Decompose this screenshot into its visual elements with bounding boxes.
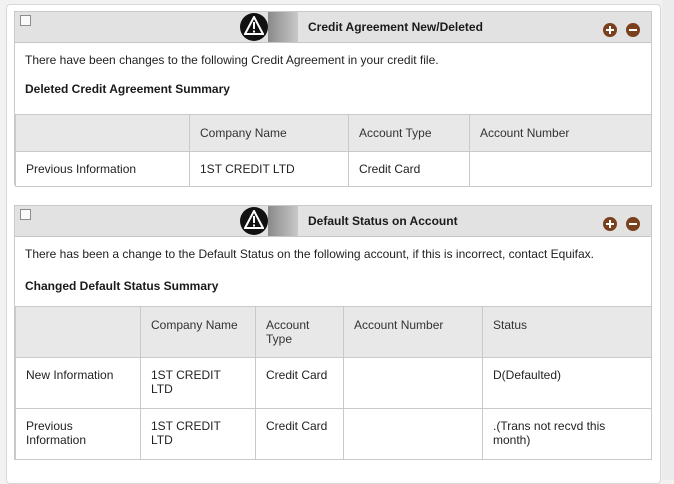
row-label: New Information	[16, 358, 141, 409]
intro-text: There has been a change to the Default Status on the following account, if this is incorrect, contact Equifax.	[25, 247, 594, 261]
column-header: Status	[483, 307, 652, 358]
status-cell: D(Defaulted)	[483, 358, 652, 409]
panel-title: Credit Agreement New/Deleted	[308, 20, 483, 34]
header-gradient-block	[268, 12, 298, 42]
column-header: Account Number	[344, 307, 483, 358]
company-name-cell: 1ST CREDIT LTD	[141, 409, 256, 460]
table-header-row	[16, 307, 652, 358]
minus-icon[interactable]	[626, 23, 640, 37]
credit-agreement-panel	[14, 11, 652, 185]
plus-icon[interactable]	[603, 23, 617, 37]
account-number-cell	[344, 358, 483, 409]
plus-icon[interactable]	[603, 217, 617, 231]
account-type-cell: Credit Card	[256, 358, 344, 409]
table-header-row	[16, 115, 652, 152]
select-checkbox[interactable]	[20, 209, 31, 220]
panel-title: Default Status on Account	[308, 214, 458, 228]
table-row	[16, 152, 652, 187]
warning-icon	[240, 13, 268, 41]
status-cell: .(Trans not recvd this month)	[483, 409, 652, 460]
table-row	[16, 358, 652, 409]
column-header: Account Type	[349, 115, 470, 152]
select-checkbox[interactable]	[20, 15, 31, 26]
account-type-cell: Credit Card	[256, 409, 344, 460]
warning-icon	[240, 207, 268, 235]
panel-header	[15, 12, 651, 43]
panel-header	[15, 206, 651, 237]
row-label: Previous Information	[16, 409, 141, 460]
account-number-cell	[470, 152, 652, 187]
column-header: Account Type	[256, 307, 344, 358]
minus-icon[interactable]	[626, 217, 640, 231]
column-header	[16, 307, 141, 358]
column-header: Account Number	[470, 115, 652, 152]
intro-text: There have been changes to the following Credit Agreement in your credit file.	[25, 53, 439, 67]
column-header: Company Name	[141, 307, 256, 358]
table-row	[16, 409, 652, 460]
default-status-panel	[14, 205, 652, 460]
company-name-cell: 1ST CREDIT LTD	[190, 152, 349, 187]
header-gradient-block	[268, 206, 298, 236]
summary-table	[15, 306, 652, 460]
column-header: Company Name	[190, 115, 349, 152]
company-name-cell: 1ST CREDIT LTD	[141, 358, 256, 409]
summary-title: Deleted Credit Agreement Summary	[25, 82, 230, 96]
summary-title: Changed Default Status Summary	[25, 279, 219, 293]
account-number-cell	[344, 409, 483, 460]
column-header	[16, 115, 190, 152]
scrollbar-track[interactable]	[662, 0, 674, 480]
summary-table	[15, 114, 652, 187]
account-type-cell: Credit Card	[349, 152, 470, 187]
row-label: Previous Information	[16, 152, 190, 187]
